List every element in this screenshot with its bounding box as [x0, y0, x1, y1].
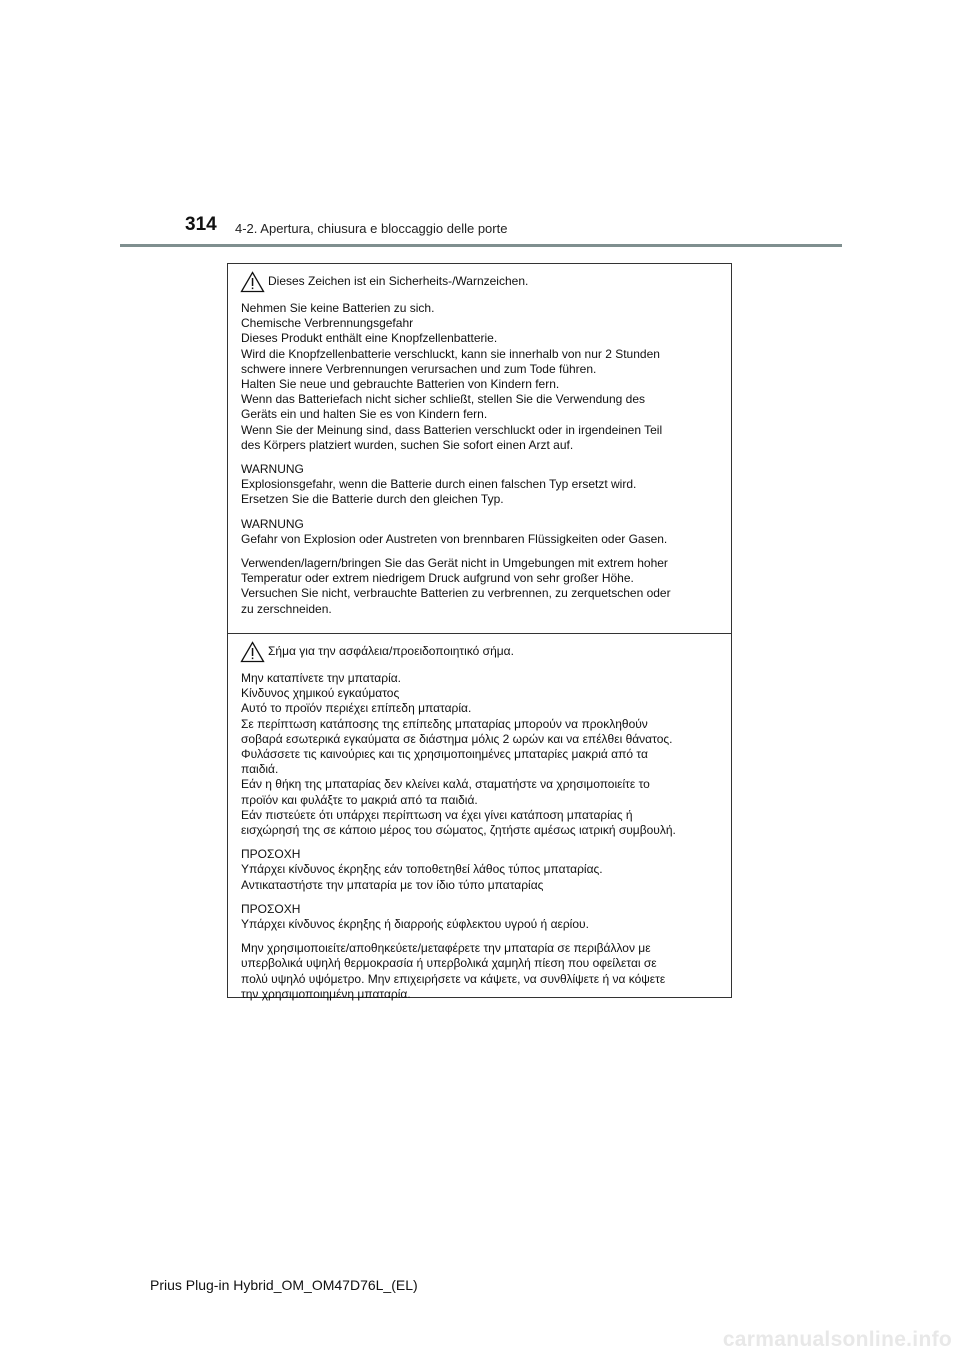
- german-section: [228, 264, 731, 633]
- warning-box: [227, 263, 732, 1001]
- text-line: Wenn das Batteriefach nicht sicher schließt, stellen Sie die Verwendung des: [241, 392, 646, 407]
- text-line: Υπάρχει κίνδυνος έκρηξης εάν τοποθετηθεί λάθος τύπος μπαταρίας.: [241, 862, 603, 877]
- page-number: 314: [185, 214, 217, 235]
- footer-model-code: Prius Plug-in Hybrid_OM_OM47D76L_(EL): [150, 1277, 418, 1293]
- text-line: Geräts ein und halten Sie es von Kindern fern.: [241, 407, 488, 422]
- text-line: εισχώρησή της σε κάποιο μέρος του σώματος, ζητήστε αμέσως ιατρική συμβουλή.: [241, 823, 676, 838]
- text-line: υπερβολικά υψηλή θερμοκρασία ή υπερβολικά χαμηλή πίεση που οφείλεται σε: [241, 956, 657, 971]
- greek-symbol-row: [240, 640, 719, 662]
- text-line: Verwenden/lagern/bringen Sie das Gerät nicht in Umgebungen mit extrem hoher: [241, 556, 668, 571]
- text-line: Wird die Knopfzellenbatterie verschluckt, kann sie innerhalb von nur 2 Stunden: [241, 346, 660, 361]
- greek-paragraph-caution-explosion: [241, 902, 719, 932]
- text-line: Φυλάσσετε τις καινούριες και τις χρησιμοποιημένες μπαταρίες μακριά από τα: [241, 747, 648, 762]
- text-line: πολύ υψηλό υψόμετρο. Μην επιχειρήσετε να κάψετε, να συνθλίψετε ή να κόψετε: [241, 971, 666, 986]
- text-line: Dieses Produkt enthält eine Knopfzellenbatterie.: [241, 331, 498, 346]
- greek-paragraph-ingestion: [241, 671, 719, 838]
- german-symbol-caption: Dieses Zeichen ist ein Sicherheits-/Warnzeichen.: [268, 274, 529, 288]
- greek-paragraph-caution-type: [241, 847, 719, 893]
- text-line: Gefahr von Explosion oder Austreten von brennbaren Flüssigkeiten oder Gasen.: [241, 531, 668, 546]
- text-line: WARNUNG: [241, 462, 304, 477]
- text-line: zu zerschneiden.: [241, 601, 332, 616]
- section-title: 4-2. Apertura, chiusura e bloccaggio delle porte: [235, 221, 508, 236]
- german-paragraph-environment: [241, 556, 719, 617]
- watermark: carmanualsonline.info: [722, 1328, 952, 1351]
- text-line: Temperatur oder extrem niedrigem Druck aufgrund von sehr großer Höhe.: [241, 571, 634, 586]
- text-line: ΠΡΟΣΟΧΗ: [241, 847, 301, 862]
- warning-triangle-icon: [240, 271, 265, 293]
- text-line: Μην καταπίνετε την μπαταρία.: [241, 671, 402, 685]
- text-line: ΠΡΟΣΟΧΗ: [241, 901, 301, 916]
- text-line: Explosionsgefahr, wenn die Batterie durch einen falschen Typ ersetzt wird.: [241, 477, 637, 492]
- text-line: Ersetzen Sie die Batterie durch den gleichen Typ.: [241, 492, 504, 507]
- text-line: Αυτό το προϊόν περιέχει επίπεδη μπαταρία.: [241, 701, 472, 716]
- text-line: des Körpers platziert wurden, suchen Sie sofort einen Arzt auf.: [241, 437, 574, 452]
- text-line: παιδιά.: [241, 762, 279, 777]
- text-line: Εάν πιστεύετε ότι υπάρχει περίπτωση να έχει γίνει κατάποση μπαταρίας ή: [241, 807, 633, 822]
- text-line: Versuchen Sie nicht, verbrauchte Batterien zu verbrennen, zu zerquetschen oder: [241, 586, 671, 601]
- text-line: Halten Sie neue und gebrauchte Batterien von Kindern fern.: [241, 377, 560, 392]
- text-line: Αντικαταστήστε την μπαταρία με τον ίδιο τύπο μπαταρίας: [241, 877, 544, 892]
- header-rule: [120, 244, 842, 247]
- text-line: Εάν η θήκη της μπαταρίας δεν κλείνει καλά, σταματήστε να χρησιμοποιείτε το: [241, 777, 650, 792]
- german-paragraph-ingestion: [241, 301, 719, 453]
- german-paragraph-warning-explosion: [241, 517, 719, 547]
- text-line: Υπάρχει κίνδυνος έκρηξης ή διαρροής εύφλεκτου υγρού ή αερίου.: [241, 917, 589, 932]
- warning-triangle-icon: [240, 641, 265, 663]
- greek-section: [228, 634, 731, 1002]
- text-line: Κίνδυνος χημικού εγκαύματος: [241, 686, 400, 701]
- text-line: WARNUNG: [241, 516, 304, 531]
- greek-symbol-caption: Σήμα για την ασφάλεια/προειδοποιητικό σήμα.: [268, 644, 514, 658]
- text-line: Nehmen Sie keine Batterien zu sich.: [241, 301, 435, 315]
- text-line: την χρησιμοποιημένη μπαταρία.: [241, 986, 411, 1001]
- text-line: Μην χρησιμοποιείτε/αποθηκεύετε/μεταφέρετε την μπαταρία σε περιβάλλον με: [241, 941, 651, 956]
- text-line: schwere innere Verbrennungen verursachen und zum Tode führen.: [241, 361, 597, 376]
- text-line: σοβαρά εσωτερικά εγκαύματα σε διάστημα μόλις 2 ωρών και να επέλθει θάνατος.: [241, 731, 673, 746]
- text-line: Chemische Verbrennungsgefahr: [241, 316, 414, 331]
- text-line: προϊόν και φυλάξτε το μακριά από τα παιδιά.: [241, 792, 478, 807]
- german-paragraph-warning-type: [241, 462, 719, 508]
- greek-paragraph-environment: [241, 941, 719, 1002]
- german-symbol-row: [240, 270, 719, 292]
- text-line: Wenn Sie der Meinung sind, dass Batterien verschluckt oder in irgendeinen Teil: [241, 422, 663, 437]
- text-line: Σε περίπτωση κατάποσης της επίπεδης μπαταρίας μπορούν να προκληθούν: [241, 716, 648, 731]
